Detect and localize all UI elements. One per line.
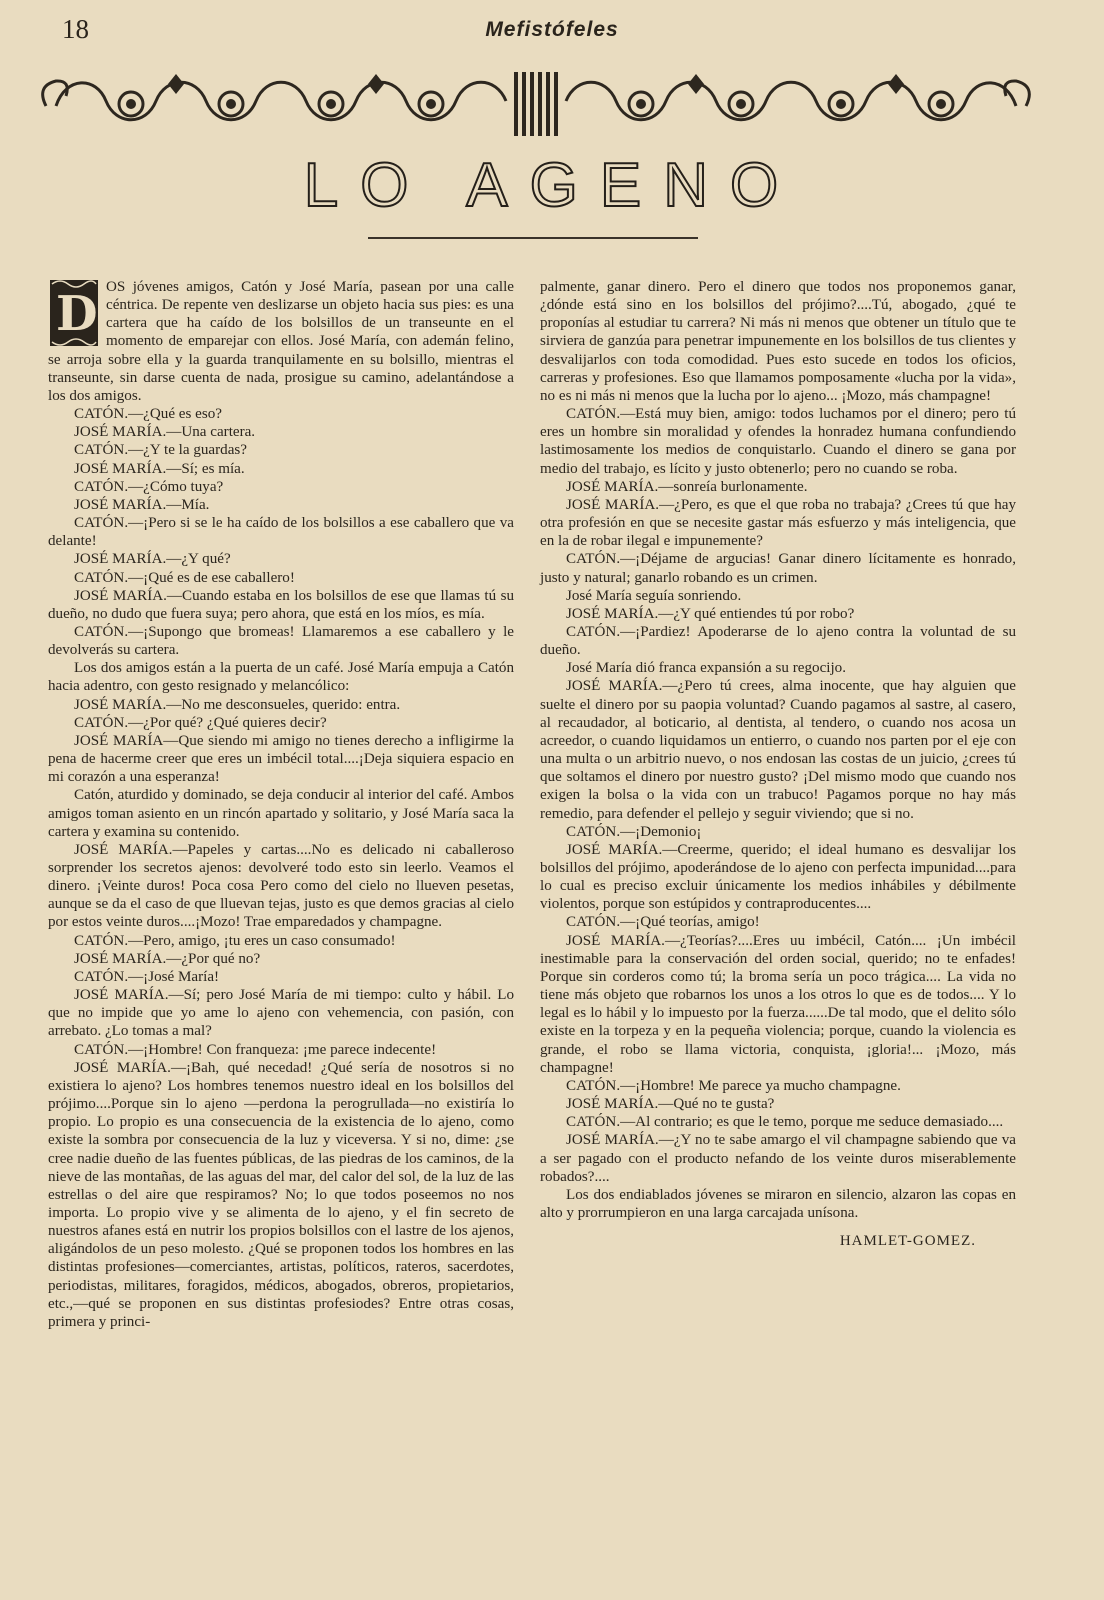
dialogue-line: CATÓN.—¿Cómo tuya? <box>74 478 224 495</box>
dialogue-line: CATÓN.—¡Supongo que bromeas! Llamaremos a ese caballero y le devolverás su cartera. <box>48 623 514 659</box>
dialogue-line: CATÓN.—¿Y te la guardas? <box>74 442 247 459</box>
dialogue-line: JOSÉ MARÍA.—¡Bah, qué necedad! ¿Qué sería de nosotros si no existiera lo ajeno? Los hombres tenemos nuestro ideal en los bolsillos del prójimo....Porque sin lo ajeno —perdona la perogrullada—no existiría lo propio. Lo propio es una consecuencia de la existencia de lo ajeno, como existe la sombra por consecuencia de la luz y viceversa. Y si no, dime: ¿se cree nadie dueño de las fuentes públicas, de las piedras de los caminos, de la nieve de las montañas, de las aguas del mar, del calor del sol, de la luz de las estrellas o del aire que respiramos? No; lo que todos poseemos no nos importa. Lo propio vive y se alimenta de lo ajeno, y el fin secreto de nuestros afanes está en nutrir los propios bolsillos con el lastre de los ajenos, aligándolos de un peso molesto. ¿Qué se proponen todos los hombres en las distintas profesiones—comerciantes, artistas, políticos, rateros, sacerdotes, periodistas, militares, foragidos, médicos, abogados, obreros, propietarios, etc.,—qué se proponen en sus distintas profesiodes? Entre otras cosas, primera y princi- <box>48 1059 514 1330</box>
drop-cap <box>48 278 100 348</box>
author-signature: HAMLET-GOMEZ. <box>839 1233 976 1250</box>
dialogue-line: JOSÉ MARÍA—Que siendo mi amigo no tienes derecho a infligirme la pena de hacerme creer que eres un imbécil total....¡Deja siquiera espacio en mi corazón a una esperanza! <box>48 732 514 786</box>
dialogue-line: JOSÉ MARÍA.—Sí; es mía. <box>74 460 245 477</box>
drop-cap-letter: D <box>56 286 98 342</box>
dialogue-line: JOSÉ MARÍA.—¿Y qué? <box>74 551 231 568</box>
dialogue-line: JOSÉ MARÍA.—Sí; pero José María de mi tiempo: culto y hábil. Lo que no impide que yo ame lo ajeno con vehemencia, con pasión, con arrebato. ¿Lo tomas a mal? <box>48 987 514 1040</box>
dialogue-line: CATÓN.—Está muy bien, amigo: todos luchamos por el dinero; pero tú eres un hombre sin moralidad y ofendes la honradez humana confundiendo lastimosamente los medios de conquistarlo. Cuando el dinero se gana por medio del trabajo, es lícito y justo obtenerlo; pero no cuando se roba. <box>540 406 1016 477</box>
dialogue-line: CATÓN.—Al contrario; es que le temo, porque me seduce demasiado.... <box>566 1114 1004 1131</box>
dialogue-line: CATÓN.—¡Pardiez! Apoderarse de lo ajeno contra la voluntad de su dueño. <box>540 623 1016 659</box>
title-divider <box>368 237 698 239</box>
paragraph: OS jóvenes amigos, Catón y José María, pasean por una calle céntrica. De repente ven deslizarse un objeto hacia sus pies: es una cartera que ha caído de los bolsillos de un transeunte en el momento de emparejar con ellos. José María, con ademán felino, se arroja sobre ella y la guarda tranquilamente en su bolsillo, mientras el transeunte, sin darse cuenta de nada, prosigue su camino, adelantándose a los dos amigos. <box>48 279 514 404</box>
dialogue-line: JOSÉ MARÍA.—¿Pero, es que el que roba no trabaja? ¿Crees tú que hay otra profesión en que se necesite gastar más esfuerzo y más inteligencia, que en la de robar ilegal e impunemente? <box>540 496 1016 550</box>
dialogue-line: JOSÉ MARÍA.—Qué no te gusta? <box>566 1096 775 1113</box>
dialogue-line: CATÓN.—¡Demonio¡ <box>566 823 702 840</box>
paragraph: palmente, ganar dinero. Pero el dinero que todos nos proponemos ganar, ¿dónde está sino en los bolsillos del prójimo?....Tú, abogado, ¿qué te proponías al estudiar tu carrera? Ni más ni menos que obtener un título que te sirviera de ganzúa para penetrar impunemente en los bolsillos de tus clientes y desvalijarlos con toda comodidad. Pues esto sucede en todos los oficios, carreras y profesiones. Eso que llamamos pomposamente «lucha por la vida», no es ni más ni menos que la lucha por lo ajeno... ¡Mozo, más champagne! <box>540 279 1016 404</box>
paragraph: JOSÉ MARÍA.—No me desconsueles, querido: entra. <box>74 696 401 713</box>
dialogue-line: CATÓN.—¡Déjame de argucias! Ganar dinero lícitamente es honrado, justo y natural; ganarlo robando es un crimen. <box>540 551 1016 586</box>
dialogue-line: CATÓN.—Pero, amigo, ¡tu eres un caso consumado! <box>74 932 396 949</box>
article-title: LO AGENO <box>303 151 801 220</box>
dialogue-line: CATÓN.—¡Hombre! Me parece ya mucho champagne. <box>566 1077 901 1094</box>
dialogue-line: JOSÉ MARÍA.—sonreía burlonamente. <box>566 478 808 495</box>
dialogue-line: JOSÉ MARÍA.—¿Y qué entiendes tú por robo? <box>566 605 855 622</box>
page-number: 18 <box>62 14 89 44</box>
dialogue-line: Los dos endiablados jóvenes se miraron en silencio, alzaron las copas en alto y prorrumpieron en una larga carcajada unísona. <box>540 1186 1016 1221</box>
dialogue-line: CATÓN.—¡José María! <box>74 968 220 985</box>
dialogue-line: JOSÉ MARÍA.—¿Pero tú crees, alma inocente, que hay alguien que suelte el dinero por su paopia voluntad? Cuando pagamos al sastre, al casero, al recaudador, al boticario, al dentista, al tendero, o cuando nos acosa un acreedor, o cuando liquidamos un entierro, o cuando nos parten por el eje con una multa o un arbitrio nuevo, o nos endosan las costas de un juicio, ¿crees tú que soltamos el dinero por nuestro gusto? ¡Del mismo modo que cuando nos exigen la bolsa o la vida con un trabuco! Pagamos porque no hay más remedio, para defender el pellejo y seguir viviendo; que si no. <box>540 678 1016 822</box>
dialogue-line: JOSÉ MARÍA.—¿Por qué no? <box>74 950 261 967</box>
right-column <box>540 278 1016 1250</box>
dialogue-line: JOSÉ MARÍA.—Cuando estaba en los bolsillos de ese que llamas tú su dueño, no dudo que fuera suya; pero ahora, que está en los míos, es mía. <box>48 587 514 622</box>
dialogue-line: CATÓN.—¡Hombre! Con franqueza: ¡me parece indecente! <box>74 1041 437 1058</box>
paragraph: José María dió franca expansión a su regocijo. <box>566 660 846 677</box>
dialogue-line: JOSÉ MARÍA.—Una cartera. <box>74 424 256 441</box>
dialogue-line: Los dos amigos están a la puerta de un café. José María empuja a Catón hacia adentro, con gesto resignado y melancólico: <box>48 660 514 695</box>
dialogue-line: CATÓN.—¿Por qué? ¿Qué quieres decir? <box>74 714 327 731</box>
dialogue-line: CATÓN.—¡Qué teorías, amigo! <box>566 914 760 931</box>
dialogue-line: JOSÉ MARÍA.—¿Y no te sabe amargo el vil champagne sabiendo que va a ser pagado con el producto nefando de los veinte duros miserablemente robados?.... <box>540 1132 1016 1185</box>
dialogue-line: Catón, aturdido y dominado, se deja conducir al interior del café. Ambos amigos toman asiento en un rincón apartado y solitario, y José María saca la cartera y examina su contenido. <box>48 787 514 840</box>
header-ornament-icon <box>36 66 1036 142</box>
paragraph: José María seguía sonriendo. <box>566 587 742 604</box>
dialogue-line: JOSÉ MARÍA.—Mía. <box>74 496 210 513</box>
dialogue-line: CATÓN.—¡Qué es de ese caballero! <box>74 569 295 586</box>
dialogue-line: CATÓN.—¿Qué es eso? <box>74 406 222 423</box>
left-column <box>48 278 514 1331</box>
dialogue-line: JOSÉ MARÍA.—Creerme, querido; el ideal humano es desvalijar los bolsillos del prójimo, apoderándose de lo ajeno con perfecta impunidad....para lo cual es preciso excluir únicamente los medios inhábiles y débilmente violentos, porque son estúpidos y contraproducentes.... <box>540 841 1016 913</box>
paragraph: JOSÉ MARÍA.—Papeles y cartas....No es delicado ni caballeroso sorprender los secretos ajenos: devolveré todo esto sin leerlo. Veamos el dinero. ¡Veinte duros! Poca cosa Pero como del cielo no llueven pesetas, aunque se da el caso de que lluevan tejas, justo es que demos gracias al cielo por estos veinte duros....¡Mozo! Trae emparedados y champagne. <box>48 841 514 931</box>
magazine-title: Mefistófeles <box>485 18 619 41</box>
dialogue-line: JOSÉ MARÍA.—¿Teorías?....Eres uu imbécil, Catón.... ¡Un imbécil inestimable para la conservación del orden social, querido; no te enfades! Porque sin corderos como tú; la broma sería un poco trágica.... La vida no tiene más objeto que robarnos los unos a los otros lo que es de todos.... Y lo legal es lo hábil y lo impuesto por la fuerza......De tal modo, que el delito sólo existe en la torpeza y en la pequeña violencia; porque, cuando la violencia es grande, el robo se llama victoria, conquista, ¡gloria!... ¡Mozo, más champagne! <box>540 932 1016 1076</box>
dialogue-line: CATÓN.—¡Pero si se le ha caído de los bolsillos a ese caballero que va delante! <box>48 515 514 550</box>
